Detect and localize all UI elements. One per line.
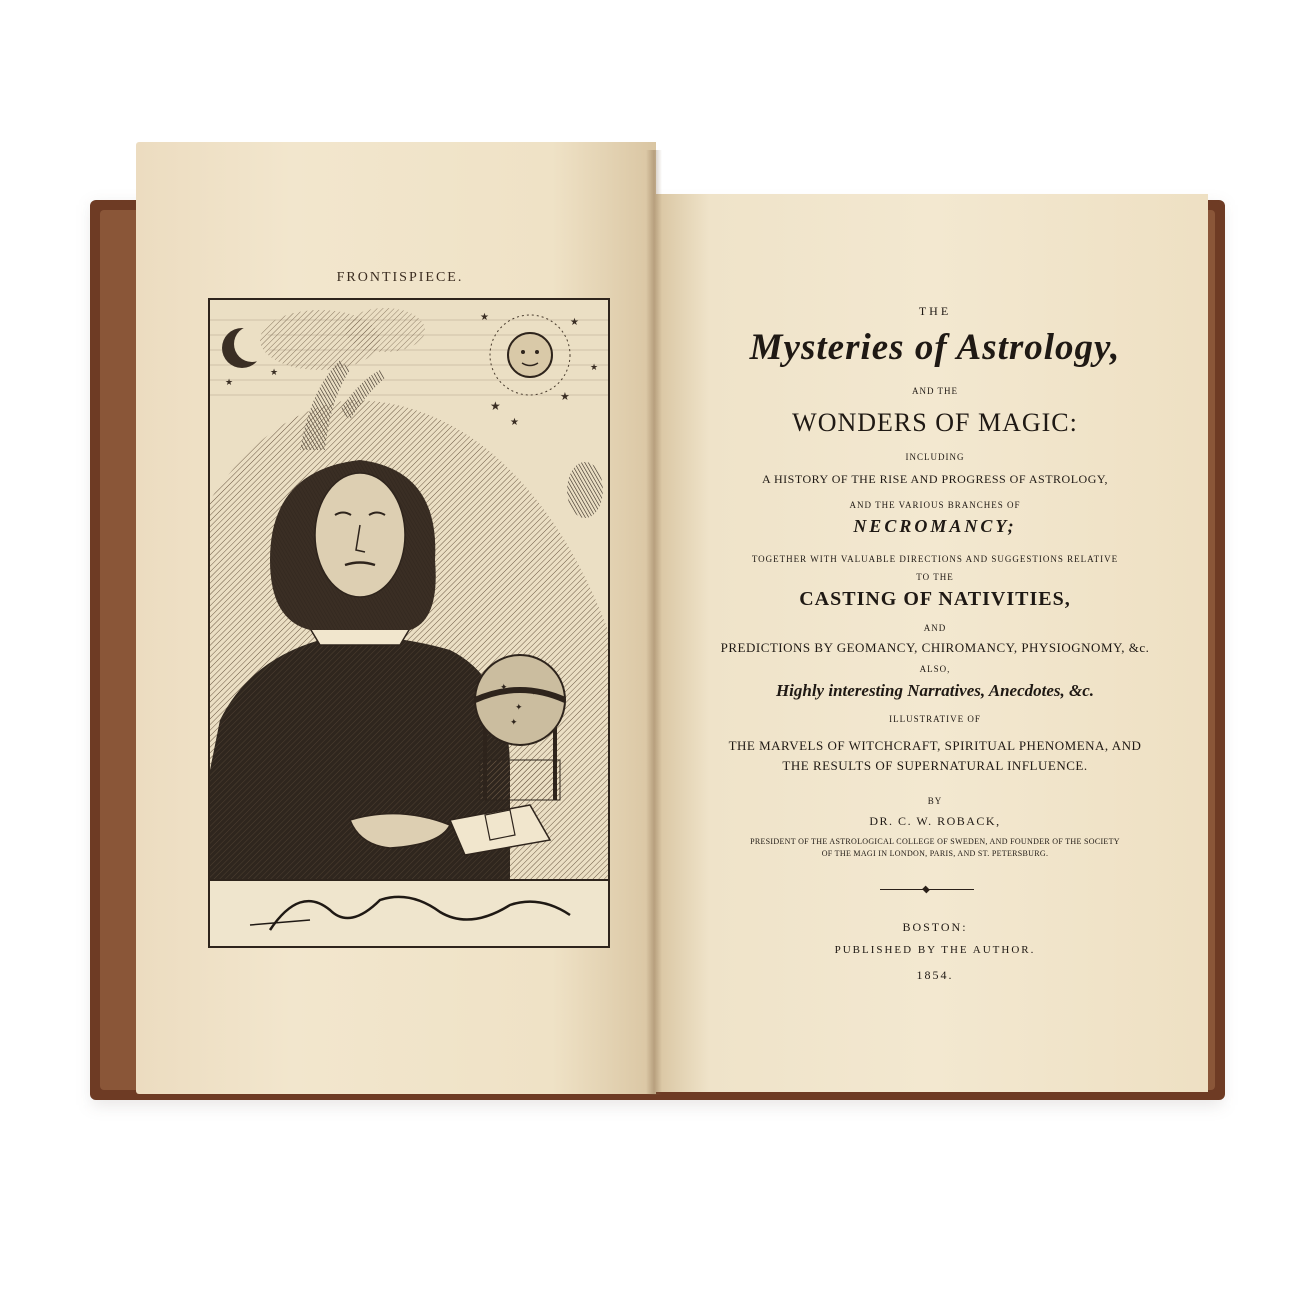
engraving-illustration — [210, 300, 608, 946]
author-name: DR. C. W. ROBACK, — [869, 814, 1001, 828]
svg-text:★: ★ — [590, 362, 599, 372]
book-gutter — [646, 150, 662, 1095]
svg-text:★: ★ — [270, 367, 279, 377]
svg-text:★: ★ — [490, 399, 501, 413]
necromancy-line: NECROMANCY; — [853, 516, 1017, 536]
predictions-line: PREDICTIONS BY GEOMANCY, CHIROMANCY, PHYSIOGNOMY, &c. — [720, 640, 1150, 655]
title-the: THE — [918, 304, 952, 318]
svg-text:★: ★ — [510, 417, 519, 428]
svg-text:✦: ✦ — [530, 687, 538, 697]
marvels-line-1: THE MARVELS OF WITCHCRAFT, SPIRITUAL PHENOMENA, AND — [728, 738, 1142, 753]
to-the-label: TO THE — [916, 572, 954, 582]
svg-text:★: ★ — [560, 391, 570, 403]
by-label: BY — [927, 796, 943, 806]
svg-text:★: ★ — [570, 317, 579, 328]
svg-text:★: ★ — [225, 377, 234, 387]
svg-text:✦: ✦ — [500, 682, 508, 692]
frontispiece-label: FRONTISPIECE. — [336, 270, 464, 285]
main-title: Mysteries of Astrology, — [749, 327, 1121, 368]
armillary-globe-icon — [475, 655, 565, 800]
portrait-engraving — [208, 298, 610, 948]
author-title-line-1: PRESIDENT OF THE ASTROLOGICAL COLLEGE OF SWEDEN, AND FOUNDER OF THE SOCIETY — [750, 837, 1120, 846]
branches-line: AND THE VARIOUS BRANCHES OF — [849, 500, 1021, 510]
publication-place: BOSTON: — [902, 920, 968, 934]
history-line: A HISTORY OF THE RISE AND PROGRESS OF ASTROLOGY, — [762, 472, 1108, 486]
svg-text:✦: ✦ — [510, 717, 518, 727]
also-label: ALSO, — [919, 664, 951, 674]
and-the: AND THE — [911, 386, 959, 396]
together-line: TOGETHER WITH VALUABLE DIRECTIONS AND SUGGESTIONS RELATIVE — [751, 554, 1119, 564]
and-label: AND — [923, 623, 947, 633]
highly-line: Highly interesting Narratives, Anecdotes, &c. — [775, 681, 1095, 700]
author-title-line-2: OF THE MAGI IN LONDON, PARIS, AND ST. PETERSBURG. — [821, 849, 1049, 858]
svg-text:★: ★ — [480, 312, 489, 323]
svg-text:✦: ✦ — [515, 702, 523, 712]
including-label: INCLUDING — [905, 452, 965, 462]
subtitle: WONDERS OF MAGIC: — [792, 408, 1078, 437]
publication-year: 1854. — [916, 968, 954, 982]
publisher-line: PUBLISHED BY THE AUTHOR. — [834, 944, 1036, 956]
illustrative-label: ILLUSTRATIVE OF — [889, 714, 981, 724]
marvels-line-2: THE RESULTS OF SUPERNATURAL INFLUENCE. — [782, 758, 1088, 773]
casting-line: CASTING OF NATIVITIES, — [799, 588, 1071, 610]
